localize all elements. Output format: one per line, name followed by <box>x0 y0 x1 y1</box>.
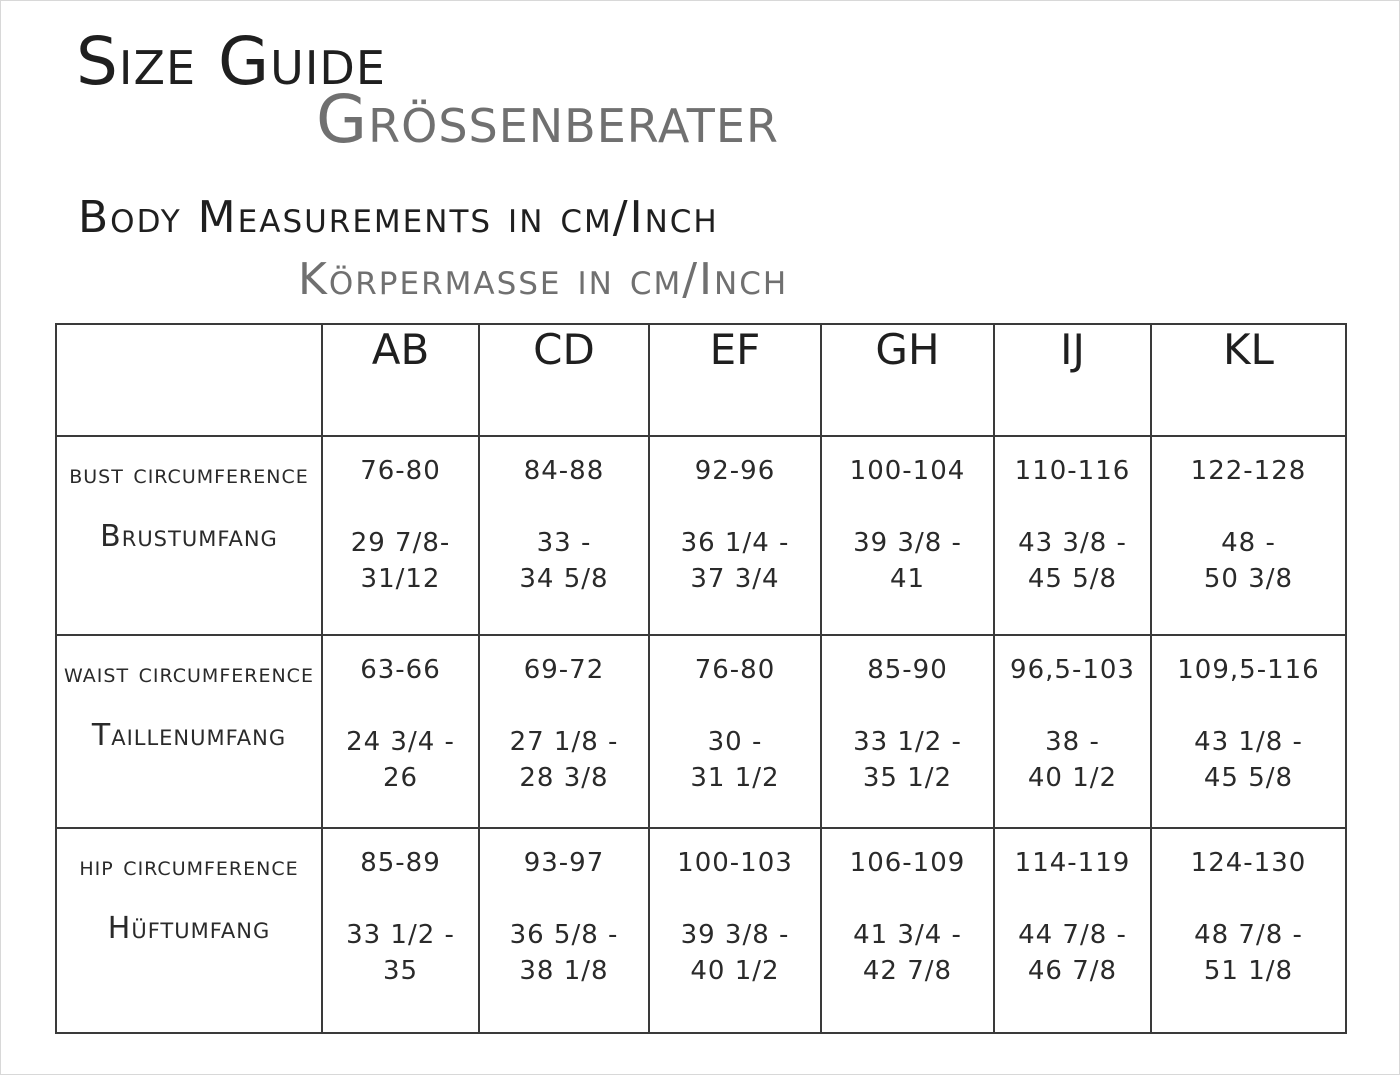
table-cell <box>479 828 649 1033</box>
cm-value: 114-119 <box>1014 848 1131 878</box>
inch-value-from: 33 1/2 - <box>853 727 962 757</box>
cm-value: 122-128 <box>1190 456 1307 486</box>
size-header-gh: GH <box>821 324 994 436</box>
table-cell <box>994 635 1151 828</box>
table-cell <box>322 436 479 635</box>
inch-value-to: 26 <box>382 763 419 793</box>
inch-value-to: 40 1/2 <box>1027 763 1118 793</box>
table-cell <box>994 436 1151 635</box>
table-cell <box>1151 635 1346 828</box>
inch-value-to: 35 1/2 <box>862 763 953 793</box>
cm-value: 93-97 <box>523 848 605 878</box>
row-label-bust <box>56 436 322 635</box>
inch-value-from: 39 3/8 - <box>680 920 790 950</box>
cm-value: 106-109 <box>849 848 966 878</box>
cm-value: 69-72 <box>523 655 605 685</box>
inch-value-from: 33 - <box>536 528 592 558</box>
inch-value-to: 41 <box>889 564 926 594</box>
inch-value-from: 38 - <box>1045 727 1100 757</box>
size-header-kl: KL <box>1151 324 1346 436</box>
size-header-cd: CD <box>479 324 649 436</box>
table-cell <box>821 828 994 1033</box>
inch-value-to: 31 1/2 <box>690 763 780 793</box>
cm-value: 109,5-116 <box>1177 655 1320 685</box>
cm-value: 63-66 <box>360 655 441 685</box>
table-cell <box>1151 436 1346 635</box>
inch-value-from: 36 5/8 - <box>509 920 619 950</box>
section-subtitle-german: Körpermasse in cm/Inch <box>298 254 789 305</box>
row-label-de: Brustumfang <box>100 519 278 554</box>
table-cell <box>1151 828 1346 1033</box>
inch-value-from: 41 3/4 - <box>853 920 962 950</box>
page-title-german: Grössenberater <box>316 81 779 158</box>
row-label-en: hip circumference <box>79 851 299 882</box>
cm-value: 110-116 <box>1014 456 1131 486</box>
table-cell <box>649 828 821 1033</box>
table-cell <box>821 436 994 635</box>
inch-value-from: 48 7/8 - <box>1194 920 1303 950</box>
inch-value-to: 31/12 <box>360 564 441 594</box>
inch-value-to: 45 5/8 <box>1203 763 1294 793</box>
inch-value-from: 36 1/4 - <box>680 528 790 558</box>
cm-value: 85-89 <box>360 848 441 878</box>
table-cell <box>479 635 649 828</box>
cm-value: 100-103 <box>677 848 793 878</box>
cm-value: 96,5-103 <box>1010 655 1135 685</box>
inch-value-from: 30 - <box>707 727 763 757</box>
inch-value-to: 38 1/8 <box>519 956 609 986</box>
row-label-en: waist circumference <box>64 658 314 689</box>
inch-value-to: 34 5/8 <box>519 564 609 594</box>
inch-value-from: 44 7/8 - <box>1018 920 1127 950</box>
cm-value: 85-90 <box>867 655 948 685</box>
cm-value: 100-104 <box>849 456 966 486</box>
inch-value-from: 43 1/8 - <box>1194 727 1303 757</box>
size-header-ef: EF <box>649 324 821 436</box>
size-header-row <box>56 324 1346 436</box>
size-table <box>55 323 1347 1034</box>
table-cell <box>821 635 994 828</box>
cm-value: 84-88 <box>523 456 605 486</box>
inch-value-from: 43 3/8 - <box>1018 528 1127 558</box>
inch-value-to: 42 7/8 <box>862 956 953 986</box>
section-subtitle: Body Measurements in cm/Inch <box>78 192 719 243</box>
table-cell <box>479 436 649 635</box>
table-row-waist <box>56 635 1346 828</box>
cm-value: 124-130 <box>1190 848 1307 878</box>
inch-value-from: 24 3/4 - <box>346 727 455 757</box>
table-row-bust <box>56 436 1346 635</box>
inch-value-to: 46 7/8 <box>1027 956 1118 986</box>
size-header-ij: IJ <box>994 324 1151 436</box>
inch-value-to: 28 3/8 <box>519 763 609 793</box>
inch-value-from: 48 - <box>1221 528 1276 558</box>
table-cell <box>994 828 1151 1033</box>
row-label-de: Hüftumfang <box>107 911 271 946</box>
inch-value-from: 27 1/8 - <box>509 727 619 757</box>
cm-value: 92-96 <box>694 456 776 486</box>
inch-value-from: 39 3/8 - <box>853 528 962 558</box>
cm-value: 76-80 <box>360 456 441 486</box>
row-label-en: bust circumference <box>69 459 309 490</box>
inch-value-from: 33 1/2 - <box>346 920 455 950</box>
page-title: Size Guide <box>76 23 386 100</box>
inch-value-to: 37 3/4 <box>690 564 780 594</box>
inch-value-to: 45 5/8 <box>1027 564 1118 594</box>
inch-value-to: 51 1/8 <box>1203 956 1294 986</box>
table-row-hip <box>56 828 1346 1033</box>
table-cell <box>649 436 821 635</box>
inch-value-from: 29 7/8- <box>350 528 451 558</box>
inch-value-to: 40 1/2 <box>690 956 780 986</box>
row-label-de: Taillenumfang <box>91 718 287 753</box>
cm-value: 76-80 <box>694 655 776 685</box>
inch-value-to: 50 3/8 <box>1203 564 1294 594</box>
table-cell <box>649 635 821 828</box>
table-cell <box>322 635 479 828</box>
size-header-ab: AB <box>322 324 479 436</box>
row-label-waist <box>56 635 322 828</box>
corner-cell <box>56 324 322 436</box>
table-cell <box>322 828 479 1033</box>
row-label-hip <box>56 828 322 1033</box>
inch-value-to: 35 <box>382 956 419 986</box>
